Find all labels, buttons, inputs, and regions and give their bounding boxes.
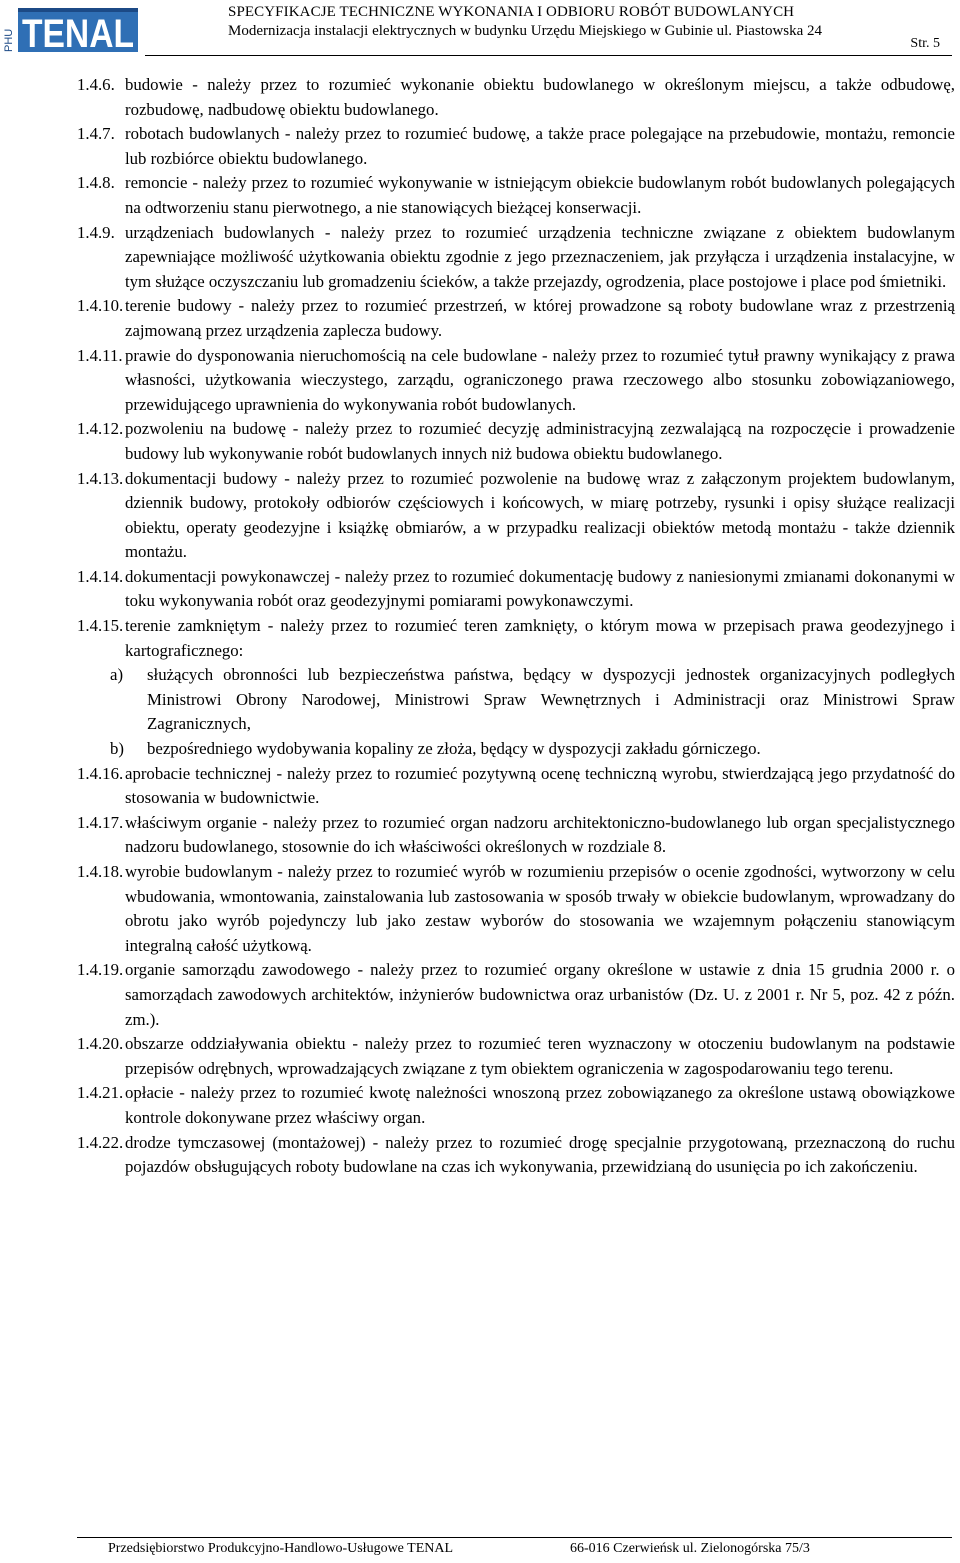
definition-number: 1.4.15.: [77, 616, 124, 636]
definition-number: 1.4.21.: [77, 1083, 124, 1103]
definition-item: [77, 1081, 955, 1130]
logo-text: TENAL: [22, 12, 134, 56]
definition-text: terenie zamkniętym - należy przez to rozumieć teren zamknięty, o którym mowa w przepisach prawa geodezyjnego i kartograficznego:: [125, 616, 955, 660]
definition-item: [77, 860, 955, 958]
definition-item: [77, 1131, 955, 1180]
definition-item: [77, 958, 955, 1032]
definition-text: urządzeniach budowlanych - należy przez to rozumieć urządzenia techniczne związane z obiektem budowlanym zapewniające możliwość użytkowania obiektu zgodnie z jego przeznaczeniem, jak przyłącza i urządzenia instalacyjne, w tym służące oczyszczaniu lub gromadzeniu ścieków, a także przejazdy, ogrodzenia, place postojowe i place pod śmietniki.: [125, 222, 955, 291]
definition-number: 1.4.7.: [77, 124, 115, 144]
header-divider: [145, 55, 952, 56]
definition-item: [77, 221, 955, 295]
footer-divider: [77, 1537, 952, 1538]
definition-number: 1.4.17.: [77, 812, 124, 832]
definition-text: budowie - należy przez to rozumieć wykonanie obiektu budowlanego w określonym miejscu, a także odbudowę, rozbudowę, nadbudowę obiektu budowlanego.: [125, 75, 955, 119]
subitem-label: a): [110, 665, 124, 685]
subitem-text: służących obronności lub bezpieczeństwa państwa, będący w dyspozycji jednostek organizacyjnych podległych Ministrowi Obrony Narodowej, Ministrowi Spraw Wewnętrznych i Administracji oraz Ministrowi Spraw Zagranicznych,: [147, 665, 955, 734]
definition-text: dokumentacji budowy - należy przez to rozumieć pozwolenie na budowę wraz z załączonym projektem budowlanym, dziennik budowy, protokoły odbiorów częściowych i końcowych, w miarę potrzeby, rysunki i opisy służące realizacji obiektu, operaty geodezyjne i książkę obmiarów, a w przypadku realizacji obiektów metodą montażu - także dziennik montażu.: [125, 468, 955, 562]
definition-text: obszarze oddziaływania obiektu - należy przez to rozumieć teren wyznaczony w otoczeniu budowlanym na podstawie przepisów odrębnych, wprowadzających związane z tym obiektem ograniczenia w zagospodarowaniu tego terenu.: [125, 1034, 955, 1078]
definition-item: [77, 762, 955, 811]
definition-number: 1.4.12.: [77, 419, 124, 439]
definition-item: [77, 122, 955, 171]
definition-text: remoncie - należy przez to rozumieć wykonywanie w istniejącym obiekcie budowlanym robót budowlanych polegających na odtworzeniu stanu pierwotnego, a nie stanowiących bieżącej konserwacji.: [125, 173, 955, 217]
document-title-line2: Modernizacja instalacji elektrycznych w budynku Urzędu Miejskiego w Gubinie ul. Piastowska 24: [228, 23, 823, 39]
definition-text: drodze tymczasowej (montażowej) - należy przez to rozumieć drogę specjalnie przygotowaną, przeznaczoną do ruchu pojazdów obsługujących roboty budowlane na czas ich wykonywania, przewidzianą do usunięcia po ich zakończeniu.: [125, 1132, 955, 1177]
page-number: Str. 5: [910, 36, 940, 51]
definition-text: robotach budowlanych - należy przez to rozumieć budowę, a także prace polegające na przebudowie, montażu, remoncie lub rozbiórce obiektu budowlanego.: [125, 124, 955, 168]
definition-number: 1.4.6.: [77, 75, 115, 94]
definition-number: 1.4.14.: [77, 566, 124, 586]
page-footer: [108, 1541, 810, 1557]
definition-item: [77, 614, 955, 663]
definition-number: 1.4.8.: [77, 173, 115, 193]
definition-text: prawie do dysponowania nieruchomością na cele budowlane - należy przez to rozumieć tytuł prawny wynikający z prawa własności, użytkowania wieczystego, zarządu, ograniczonego prawa rzeczowego albo stosunku zobowiązaniowego, przewidującego uprawnienia do wykonywania robót budowlanych.: [125, 345, 955, 414]
footer-company: Przedsiębiorstwo Produkcyjno-Handlowo-Usługowe TENAL: [108, 1541, 454, 1556]
definition-text: organie samorządu zawodowego - należy przez to rozumieć organy określone w ustawie z dnia 15 grudnia 2000 r. o samorządach zawodowych architektów, inżynierów budownictwa oraz urbanistów (Dz. U. z 2001 r. Nr 5, poz. 42 z późn. zm.).: [125, 960, 955, 1029]
definition-number: 1.4.18.: [77, 862, 124, 881]
definition-number: 1.4.9.: [77, 222, 115, 242]
definition-number: 1.4.11.: [77, 345, 123, 365]
definition-number: 1.4.19.: [77, 960, 124, 980]
definition-text: wyrobie budowlanym - należy przez to rozumieć wyrób w rozumieniu przepisów o ocenie zgodności, wytworzony w celu wbudowania, wmontowania, zainstalowania lub zastosowania w sposób trwały w obiekcie budowlanym, wprowadzany do obrotu jako wyrób pojedynczy lub jako zestaw wyborów do stosowania we wzajemnym połączeniu stanowiącym integralną całość użytkową.: [125, 862, 955, 955]
definition-item: [77, 171, 955, 220]
definition-number: 1.4.13.: [77, 468, 124, 488]
tenal-logo: [0, 2, 140, 56]
definition-text: dokumentacji powykonawczej - należy przez to rozumieć dokumentację budowy z naniesionymi zmianami dokonanymi w toku wykonywania robót oraz geodezyjnymi pomiarami powykonawczymi.: [125, 566, 955, 611]
definition-item: [77, 467, 955, 565]
definition-item: [77, 344, 955, 418]
definition-subitem: [77, 663, 955, 737]
definition-number: 1.4.10.: [77, 296, 124, 316]
definition-item: [77, 294, 955, 343]
definition-text: pozwoleniu na budowę - należy przez to rozumieć decyzję administracyjną zezwalającą na rozpoczęcie i prowadzenie budowy lub wykonywanie robót budowlanych innych niż budowa obiektu budowlanego.: [125, 419, 955, 463]
definitions-list: [77, 73, 955, 1180]
definition-number: 1.4.22.: [77, 1132, 124, 1152]
definition-number: 1.4.20.: [77, 1034, 124, 1054]
definition-item: [77, 73, 955, 122]
footer-address: 66-016 Czerwieńsk ul. Zielonogórska 75/3: [570, 1541, 810, 1556]
definition-text: terenie budowy - należy przez to rozumieć przestrzeń, w której prowadzone są roboty budowlane wraz z przestrzenią zajmowaną przez urządzenia zaplecza budowy.: [125, 296, 955, 340]
page-header: [0, 0, 960, 62]
definition-item: [77, 417, 955, 466]
definition-item: [77, 811, 955, 860]
subitem-label: b): [110, 739, 124, 759]
definition-text: aprobacie technicznej - należy przez to rozumieć pozytywną ocenę techniczną wyrobu, stwierdzającą jego przydatność do stosowania w budownictwie.: [125, 763, 955, 808]
definition-item: [77, 1032, 955, 1081]
definition-item: [77, 565, 955, 614]
document-title: [228, 3, 828, 41]
subitem-text: bezpośredniego wydobywania kopaliny ze złoża, będący w dyspozycji zakładu górniczego.: [147, 739, 761, 759]
logo-side-text: PHU: [3, 28, 15, 52]
definition-number: 1.4.16.: [77, 763, 124, 783]
definition-subitem: [77, 737, 955, 762]
document-title-line1: SPECYFIKACJE TECHNICZNE WYKONANIA I ODBIORU ROBÓT BUDOWLANYCH: [228, 4, 795, 20]
definition-text: właściwym organie - należy przez to rozumieć organ nadzoru architektoniczno-budowlanego lub organ specjalistycznego nadzoru budowlanego, stosownie do ich właściwości określonych w rozdziale 8.: [125, 812, 955, 857]
definition-text: opłacie - należy przez to rozumieć kwotę należności wnoszoną przez zobowiązanego za określone ustawą obowiązkowe kontrole dokonywane przez właściwy organ.: [125, 1083, 955, 1127]
